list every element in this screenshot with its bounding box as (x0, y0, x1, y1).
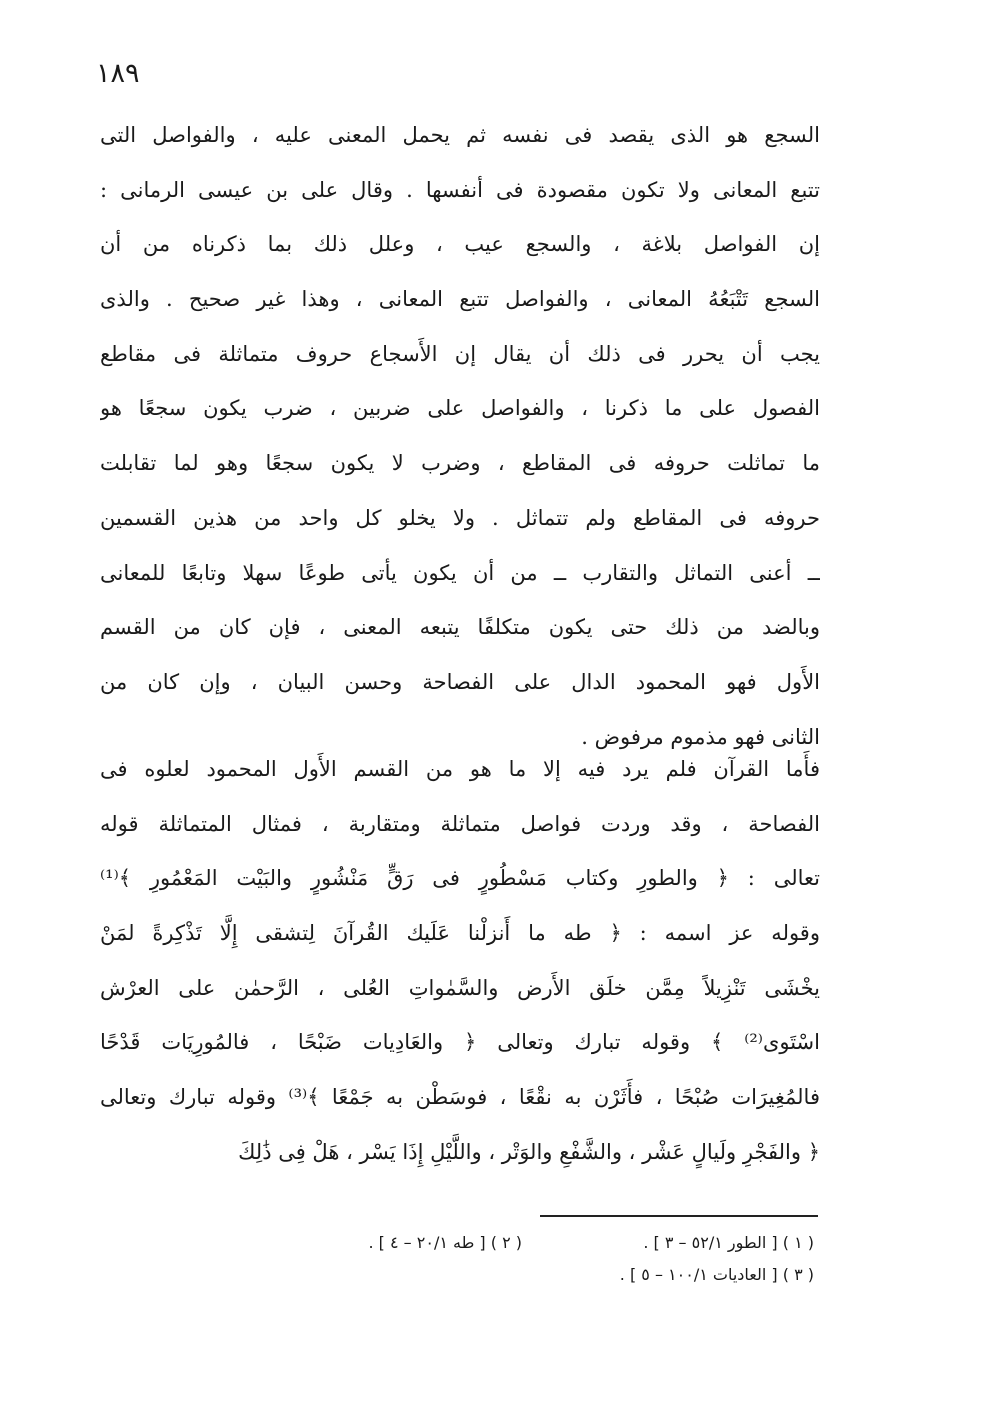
text-line: الأَول فهو المحمود الدال على الفصاحة وحسن البيان ، وإن كان من (100, 669, 820, 694)
footnote-1: ( ١ ) [ الطور ٥٢/١ – ٣ ] . (643, 1233, 814, 1252)
text-line: الثانى فهو مذموم مرفوض . (581, 724, 820, 749)
text-line: فالمُغِيرَات صُبْحًا ، فأَثَرْن به نقْعًا ، فوسَطْن به جَمْعًا ﴾⁽³⁾ وقوله تبارك وتعالى (100, 1085, 820, 1110)
text-line: يخْشَى تَنْزِيلاً مِمَّن خلَق الأَرض والسَّمٰواتِ العُلى ، الرَّحمٰن على العرْش (100, 975, 820, 1000)
text-line: وبالضد من ذلك حتى يكون متكلفًا يتبعه المعنى ، فإن كان من القسم (100, 615, 820, 640)
text-line: إن الفواصل بلاغة ، والسجع عيب ، وعلل ذلك بما ذكرناه من أن (100, 232, 820, 257)
footnote-divider (540, 1215, 818, 1217)
text-line: ﴿ والفَجْرِ ولَيالٍ عَشْر ، والشَّفْعِ والوَتْر ، واللَّيْلِ إِذَا يَسْر ، هَلْ فِى ذَٰلِكَ (238, 1139, 820, 1164)
text-line: اسْتَوى⁽²⁾ ﴾ وقوله تبارك وتعالى ﴿ والعَادِيات ضَبْحًا ، فالمُورِيَات قَدْحًا (100, 1030, 820, 1055)
footnote-2: ( ٢ ) [ طه ٢٠/١ – ٤ ] . (368, 1233, 522, 1252)
text-line: تتبع المعانى ولا تكون مقصودة فى أنفسها . وقال على بن عيسى الرمانى : (100, 177, 820, 202)
page-number: ١٨٩ (96, 58, 140, 89)
text-line: تعالى : ﴿ والطورِ وكتاب مَسْطُورٍ فى رَقٍّ مَنْشُورٍ والبَيْت المَعْمُورِ ﴾⁽¹⁾ (100, 866, 820, 891)
text-line: فأَما القرآن فلم يرد فيه إلا ما هو من القسم الأَول المحمود لعلوه فى (100, 757, 820, 781)
text-line: ما تماثلت حروفه فى المقاطع ، وضرب لا يكون سجعًا وهو لما تقابلت (100, 451, 820, 476)
text-line: ــ أعنى التماثل والتقارب ــ من أن يكون يأتى طوعًا سهلا وتابعًا للمعانى (100, 560, 820, 585)
footnote-3: ( ٣ ) [ العاديات ١٠٠/١ – ٥ ] . (619, 1265, 814, 1284)
paragraph-1 (100, 108, 820, 764)
text-line: السجع هو الذى يقصد فى نفسه ثم يحمل المعنى عليه ، والفواصل التى (100, 123, 820, 147)
text-line: الفصاحة ، وقد وردت فواصل متماثلة ومتقاربة ، فمثال المتماثلة قوله (100, 811, 820, 836)
text-line: السجع تَتْبَعُهُ المعانى ، والفواصل تتبع المعانى ، وهذا غير صحيح . والذى (100, 287, 820, 312)
text-line: حروفه فى المقاطع ولم تتماثل . ولا يخلو كل واحد من هذين القسمين (100, 505, 820, 530)
text-line: الفصول على ما ذكرنا ، والفواصل على ضربين ، ضرب يكون سجعًا هو (100, 396, 820, 421)
text-line: وقوله عز اسمه : ﴿ طه ما أَنزلْنا عَلَيك القُرآنَ لِتشقى إِلَّا تَذْكِرةً لمَنْ (100, 921, 820, 946)
paragraph-2 (100, 742, 820, 1180)
text-line: يجب أن يحرر فى ذلك أن يقال إن الأَسجاع حروف متماثلة فى مقاطع (100, 341, 820, 366)
